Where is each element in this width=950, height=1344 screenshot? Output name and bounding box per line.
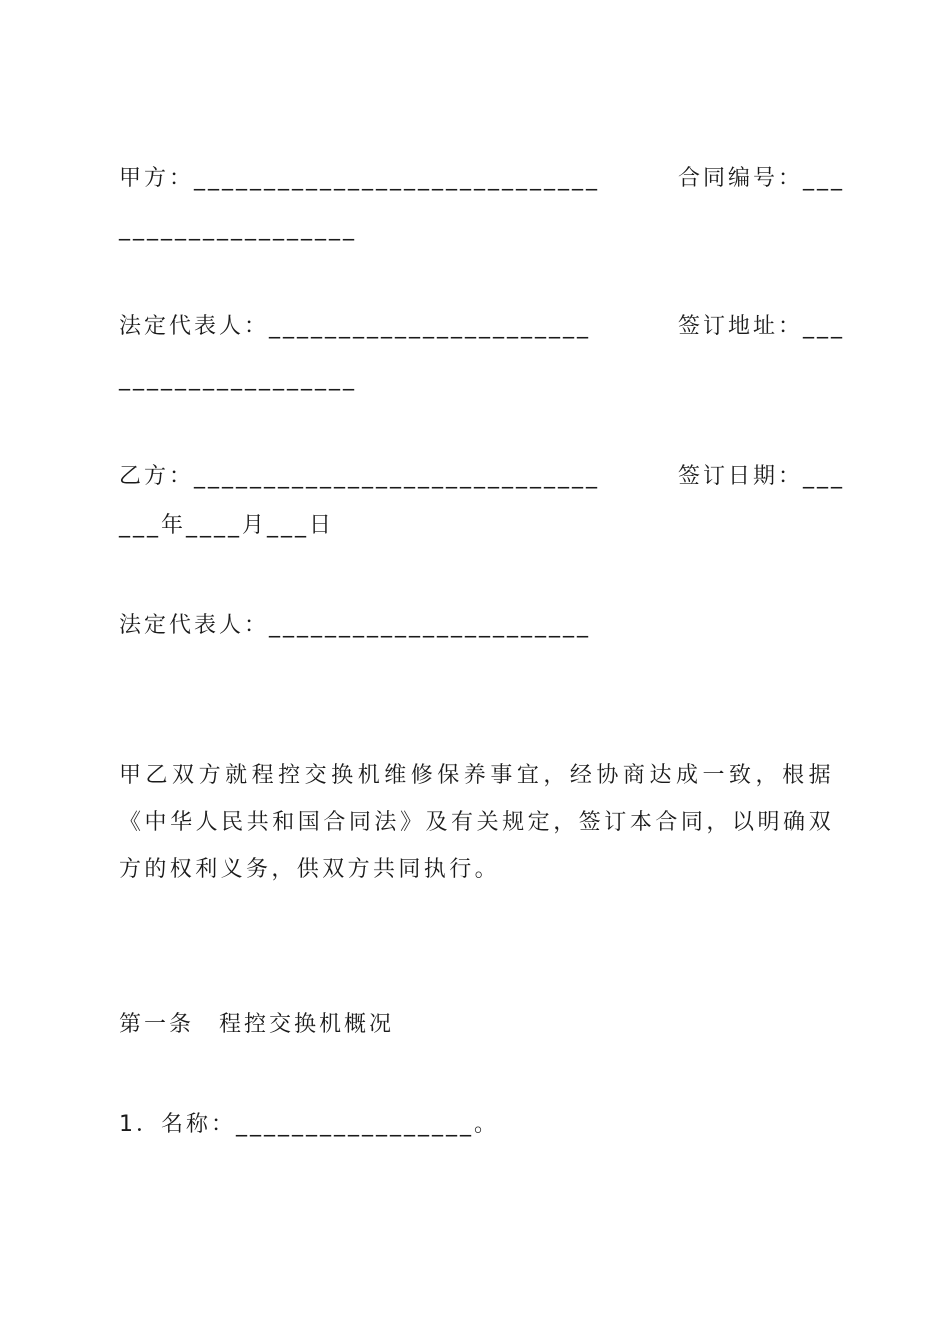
party-a-field: 甲方：_____________________________ <box>119 166 601 191</box>
signing-address-field: 签订地址：___ <box>678 314 846 339</box>
signing-date-field: 签订日期：___ <box>678 464 846 489</box>
party-b-field: 乙方：_____________________________ <box>119 464 601 489</box>
intro-paragraph: 甲乙双方就程控交换机维修保养事宜，经协商达成一致，根据《中华人民共和国合同法》及有关规定，签订本合同，以明确双方的权利义务，供双方共同执行。 <box>119 763 834 882</box>
contract-number-blank: _________________ <box>119 216 357 241</box>
signing-address-blank: _________________ <box>119 366 357 391</box>
contract-number-field: 合同编号：___ <box>678 166 846 191</box>
article-1-heading: 第一条 程控交换机概况 <box>119 1012 395 1037</box>
party-b-representative-field: 法定代表人：_______________________ <box>119 613 592 638</box>
party-a-representative-field: 法定代表人：_______________________ <box>119 314 592 339</box>
article-1-item-1: 1．名称：_________________。 <box>119 1112 499 1137</box>
signing-date-blank: ___年____月___日 <box>119 513 335 538</box>
